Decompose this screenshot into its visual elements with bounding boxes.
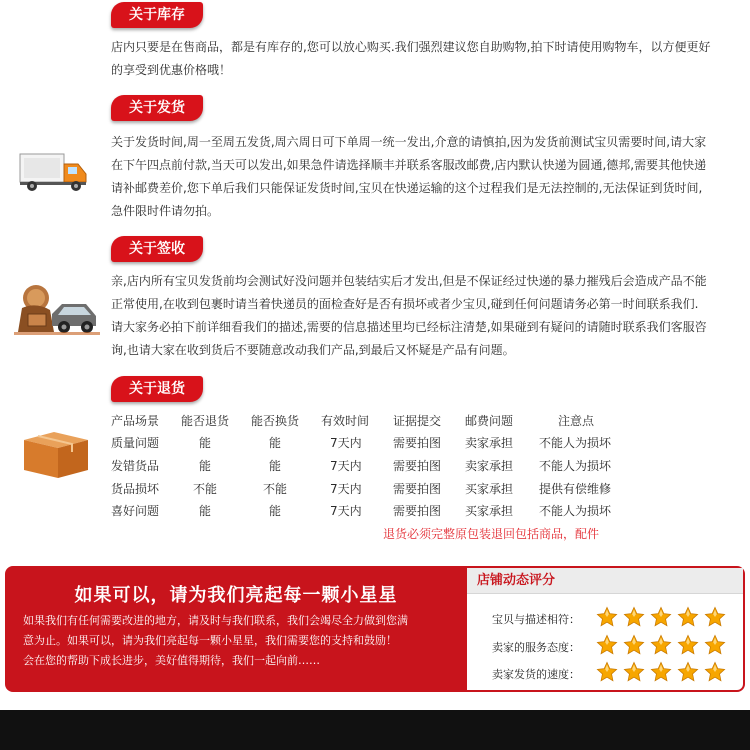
rating-panel [467,566,745,692]
table-cell: 货品损坏 [111,482,160,496]
star-icon [596,606,618,628]
appeal-title: 如果可以，请为我们亮起每一颗小星星 [74,585,398,606]
star-icon [623,634,645,656]
table-header: 产品场景 [111,414,160,428]
star-icon [704,661,726,683]
star-icon [704,606,726,628]
table-header: 邮费问题 [465,414,514,428]
table-header: 能否退货 [181,414,230,428]
table-cell: 发错货品 [111,459,160,473]
rating-row [467,660,743,688]
table-row [111,432,631,454]
table-cell: 不能人为损坏 [539,504,612,518]
star-icon [596,661,618,683]
table-cell: 能 [269,436,282,450]
table-cell: 不能人为损坏 [539,459,612,473]
stock-line: 店内只要是在售商品，都是有库存的,您可以放心购买.我们强烈建议您自助购物,拍下时请使用购物车，以方便更好 [111,40,711,54]
table-cell: 买家承担 [465,482,514,496]
table-cell: 卖家承担 [465,459,514,473]
star-icon [677,606,699,628]
rating-label: 卖家发货的速度： [492,668,580,681]
star-icon [596,634,618,656]
table-cell: 不能 [193,482,218,496]
table-cell: 7天内 [330,459,362,473]
shipping-description [111,131,739,223]
rating-row [467,633,743,661]
table-row [111,455,631,477]
table-cell: 7天内 [330,436,362,450]
delivery-truck-icon [18,150,92,192]
table-cell: 需要拍图 [393,459,442,473]
star-icon [677,634,699,656]
table-cell: 质量问题 [111,436,160,450]
receipt-line: 亲,店内所有宝贝发货前均会测试好没问题并包装结实后才发出,但是不保证经过快递的暴力摧残后会造成产品不能 [111,274,707,288]
appeal-line: 会在您的帮助下成长进步，美好值得期待，我们一起向前…… [23,654,320,667]
shipping-line: 请补邮费差价,您下单后我们只能保证发货时间,宝贝在快递运输的这个过程我们是无法控制的,无法保证到货时间, [111,181,703,195]
rating-label: 宝贝与描述相符： [492,613,580,626]
shipping-line: 关于发货时间,周一至周五发货,周六周日可下单周一统一发出,介意的请慎拍,因为发货前测试宝贝需要时间,请大家 [111,135,707,149]
table-cell: 能 [199,436,212,450]
rating-label: 卖家的服务态度： [492,641,580,654]
table-cell: 能 [269,504,282,518]
rating-row [467,605,743,633]
appeal-text [23,611,453,671]
table-cell: 需要拍图 [393,436,442,450]
returns-note: 退货必须完整原包装退回包括商品，配件 [383,527,600,541]
stock-section-tag: 关于库存 [111,2,203,28]
shipping-line: 急件限时件请勿拍。 [111,204,220,218]
table-cell: 7天内 [330,504,362,518]
table-cell: 能 [199,459,212,473]
table-cell: 提供有偿维修 [539,482,612,496]
courier-car-icon [14,280,100,338]
package-box-icon [20,428,92,480]
shipping-line: 在下午四点前付款,当天可以发出,如果急件请选择顺丰并联系客服改邮费,店内默认快递为圆通,德邦,需要其他快递 [111,158,707,172]
star-icon [650,634,672,656]
table-header: 能否换货 [251,414,300,428]
table-cell: 7天内 [330,482,362,496]
footer-bar [0,710,750,750]
receipt-line: 正常使用,在收到包裹时请当着快递员的面检查好是否有损坏或者少宝贝,碰到任何问题请务必第一时间联系我们. [111,297,699,311]
receipt-line: 询,也请大家在收到货后不要随意改动我们产品,到最后又怀疑是产品有问题。 [111,343,515,357]
table-cell: 不能人为损坏 [539,436,612,450]
star-icon [623,606,645,628]
table-header: 注意点 [558,414,595,428]
returns-section-tag: 关于退货 [111,376,203,402]
appeal-panel [5,566,467,692]
table-cell: 需要拍图 [393,482,442,496]
shipping-section-tag: 关于发货 [111,95,203,121]
star-icon [650,606,672,628]
star-icon [623,661,645,683]
star-icon [650,661,672,683]
star-icon [677,661,699,683]
stock-description [111,36,739,82]
table-row [111,500,631,522]
stock-line: 的享受到优惠价格哦！ [111,63,232,77]
table-header-row [111,410,631,432]
table-cell: 需要拍图 [393,504,442,518]
table-cell: 能 [199,504,212,518]
receipt-line: 请大家务必拍下前详细看我们的描述,需要的信息描述里均已经标注清楚,如果碰到有疑问的请随时联系我们客服咨 [111,320,707,334]
appeal-line: 如果我们有任何需要改进的地方，请及时与我们联系，我们会竭尽全力做到您满 [23,614,408,627]
star-icon [704,634,726,656]
table-row [111,478,631,500]
table-cell: 能 [269,459,282,473]
table-header: 有效时间 [321,414,370,428]
appeal-line: 意为止。如果可以，请为我们亮起每一颗小星星，我们需要您的支持和鼓励！ [23,634,397,647]
table-header: 证据提交 [393,414,442,428]
table-cell: 喜好问题 [111,504,160,518]
receipt-section-tag: 关于签收 [111,236,203,262]
table-cell: 卖家承担 [465,436,514,450]
receipt-description [111,270,739,362]
table-cell: 不能 [263,482,288,496]
rating-title: 店铺动态评分 [467,568,743,594]
table-cell: 买家承担 [465,504,514,518]
